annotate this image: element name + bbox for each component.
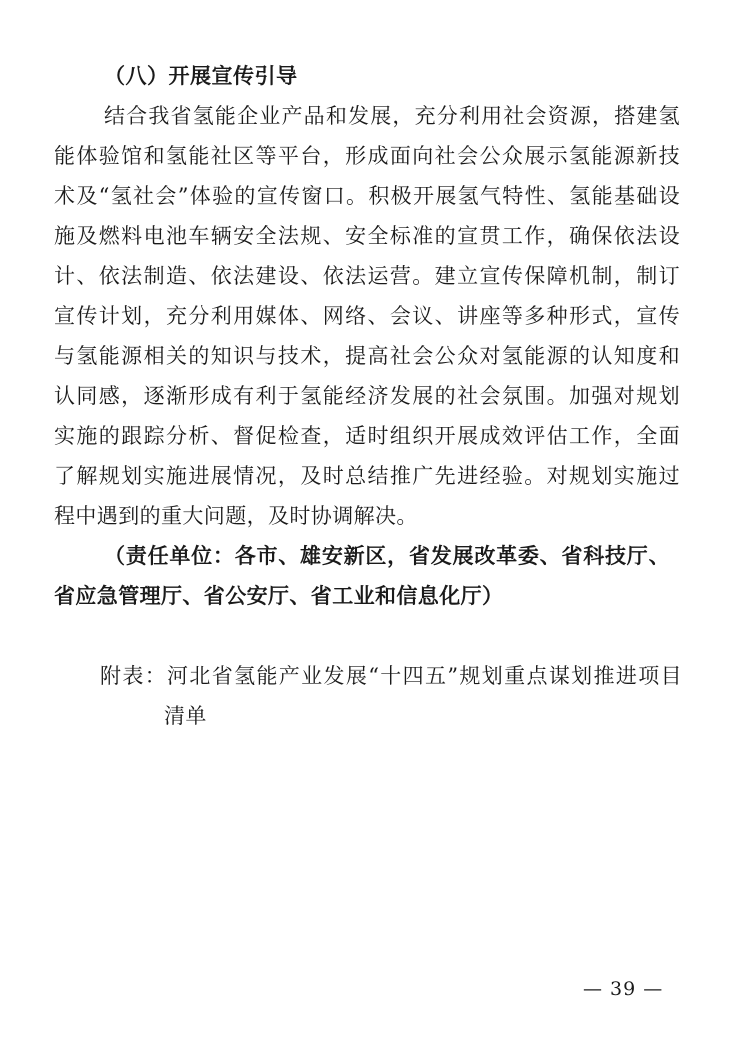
body-line: 结合我省氢能企业产品和发展，充分利用社会资源，搭建氢 (104, 104, 680, 128)
body-line: 程中遇到的重大问题，及时协调解决。 (54, 504, 418, 528)
appendix-title: 附表：河北省氢能产业发展“十四五”规划重点谋划推进项目 (100, 664, 682, 688)
body-line: 实施的跟踪分析、督促检查，适时组织开展成效评估工作，全面 (54, 424, 680, 448)
body-line: 能体验馆和氢能社区等平台，形成面向社会公众展示氢能源新技 (54, 144, 680, 168)
body-line: 术及“氢社会”体验的宣传窗口。积极开展氢气特性、氢能基础设 (54, 184, 680, 208)
body-line: 宣传计划，充分利用媒体、网络、会议、讲座等多种形式，宣传 (54, 304, 680, 328)
body-line: 施及燃料电池车辆安全法规、安全标准的宣贯工作，确保依法设 (54, 224, 680, 248)
appendix-title-continued: 清单 (164, 704, 207, 728)
body-line: 认同感，逐渐形成有利于氢能经济发展的社会氛围。加强对规划 (54, 384, 680, 408)
responsibility-line: （责任单位：各市、雄安新区，省发展改革委、省科技厅、 (104, 543, 670, 568)
page-number: — 39 — (583, 978, 664, 1000)
body-line: 计、依法制造、依法建设、依法运营。建立宣传保障机制，制订 (54, 264, 680, 288)
section-heading: （八）开展宣传引导 (104, 63, 298, 88)
responsibility-line: 省应急管理厅、省公安厅、省工业和信息化厅） (54, 583, 504, 608)
body-line: 了解规划实施进展情况，及时总结推广先进经验。对规划实施过 (54, 464, 680, 488)
body-line: 与氢能源相关的知识与技术，提高社会公众对氢能源的认知度和 (54, 344, 680, 368)
